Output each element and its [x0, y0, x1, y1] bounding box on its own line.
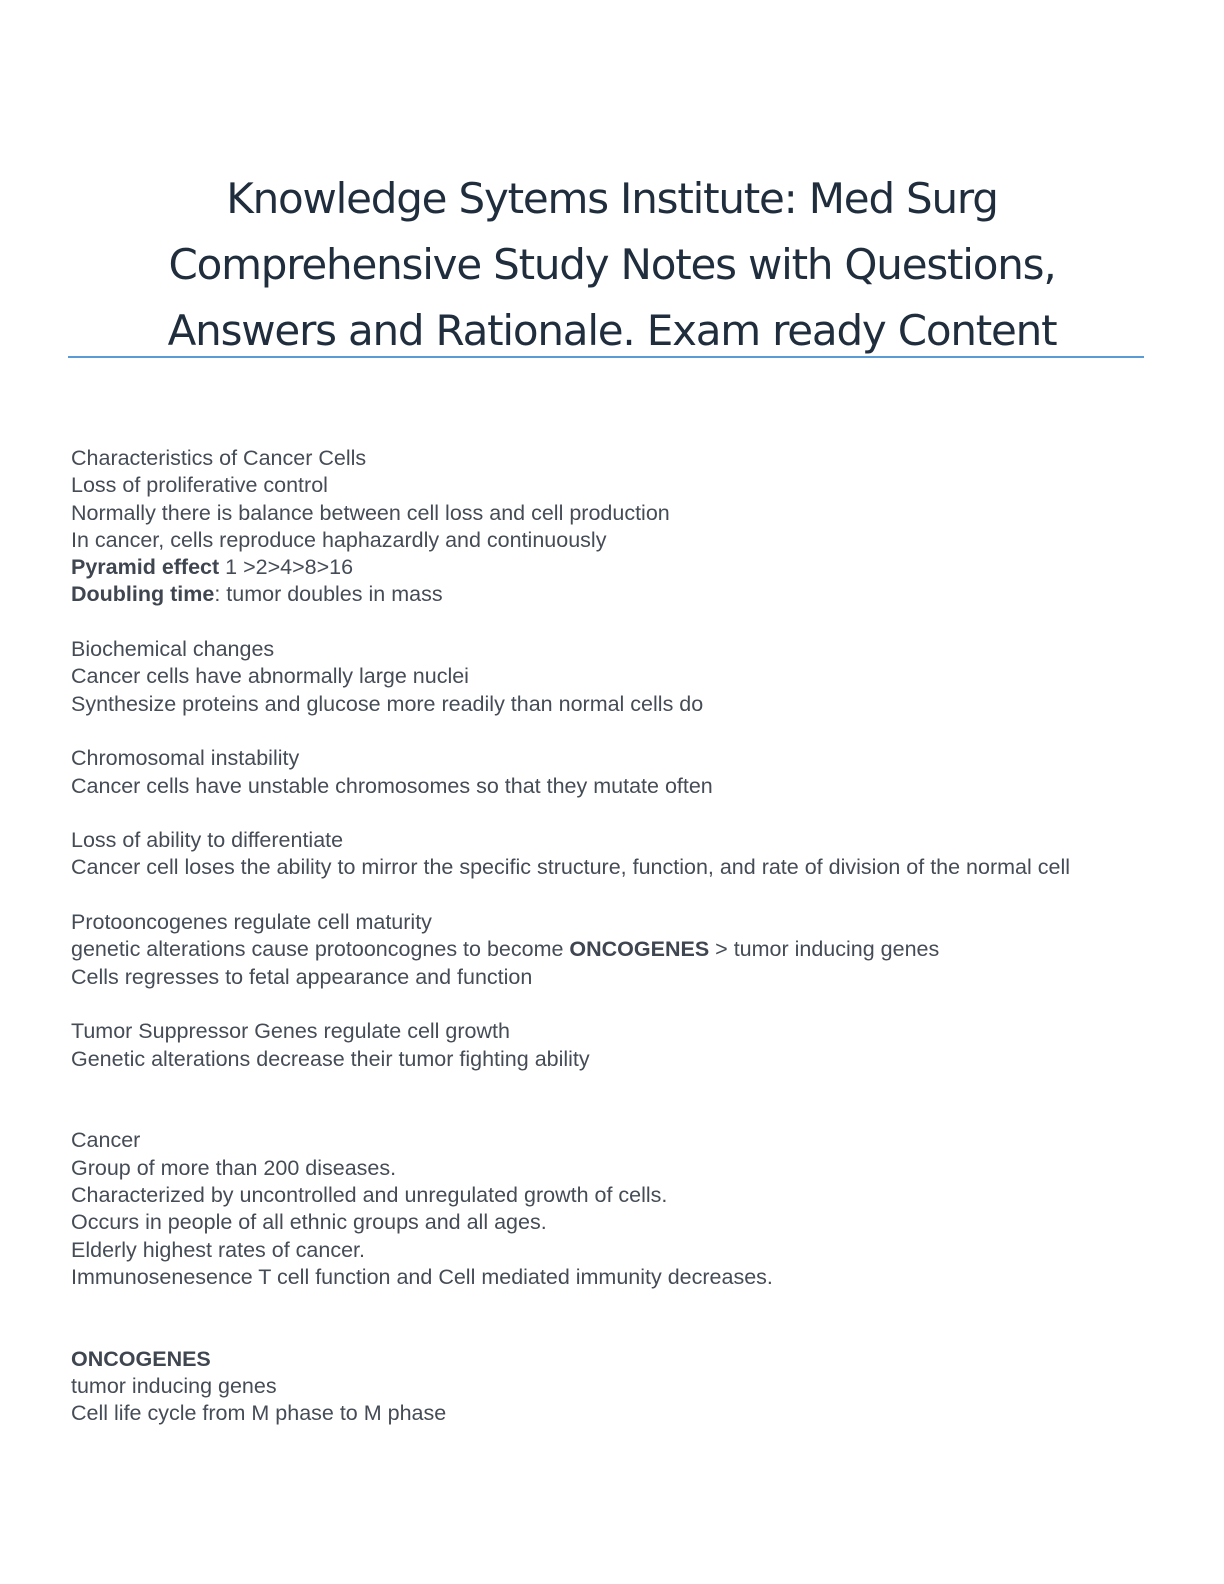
oncogenes-keyword: ONCOGENES — [569, 937, 710, 962]
section-biochemical — [71, 636, 1151, 718]
section-chromosomal — [71, 745, 1151, 800]
section-heading: Biochemical changes — [71, 637, 275, 662]
body-line: Group of more than 200 diseases. — [71, 1155, 397, 1180]
section-tumor-suppressor — [71, 1018, 1151, 1073]
pyramid-effect-text: 1 >2>4>8>16 — [219, 555, 354, 580]
spacer — [71, 1291, 1151, 1346]
document-body — [71, 445, 1151, 1428]
body-line: Immunosenesence T cell function and Cell mediated immunity decreases. — [71, 1264, 773, 1289]
body-line — [71, 554, 1151, 581]
body-line: Cells regresses to fetal appearance and function — [71, 964, 533, 989]
body-line: Cancer cells have abnormally large nuclei — [71, 664, 469, 689]
document-title — [60, 166, 1164, 364]
body-line — [71, 936, 1151, 963]
pyramid-effect-label: Pyramid effect — [71, 555, 220, 580]
protooncogenes-text-after: > tumor inducing genes — [709, 937, 940, 962]
body-line: Cell life cycle from M phase to M phase — [71, 1401, 447, 1426]
body-line: In cancer, cells reproduce haphazardly and continuously — [71, 527, 607, 552]
section-heading: Chromosomal instability — [71, 746, 300, 771]
section-oncogenes — [71, 1346, 1151, 1428]
section-heading: Characteristics of Cancer Cells — [71, 446, 367, 470]
body-line: Characterized by uncontrolled and unregulated growth of cells. — [71, 1183, 668, 1208]
section-heading: Tumor Suppressor Genes regulate cell growth — [71, 1019, 510, 1044]
spacer — [71, 718, 1151, 745]
body-line: Cancer cell loses the ability to mirror the specific structure, function, and rate of division of the normal cell — [71, 855, 1071, 880]
section-heading: Loss of ability to differentiate — [71, 828, 344, 853]
spacer — [71, 1073, 1151, 1128]
section-cancer — [71, 1127, 1151, 1291]
protooncogenes-text-before: genetic alterations cause protooncognes to become — [71, 937, 570, 962]
section-differentiate — [71, 827, 1151, 882]
spacer — [71, 991, 1151, 1018]
body-line: Cancer cells have unstable chromosomes so that they mutate often — [71, 773, 713, 798]
doubling-time-label: Doubling time — [71, 582, 215, 607]
body-line: Synthesize proteins and glucose more readily than normal cells do — [71, 691, 704, 716]
section-characteristics — [71, 445, 1151, 609]
section-protooncogenes — [71, 909, 1151, 991]
section-heading: Cancer — [71, 1128, 141, 1153]
body-line — [71, 581, 1151, 608]
doubling-time-text: : tumor doubles in mass — [214, 582, 443, 607]
title-line-1: Knowledge Sytems Institute: Med Surg — [226, 174, 998, 223]
body-line: tumor inducing genes — [71, 1374, 277, 1399]
body-line: Genetic alterations decrease their tumor fighting ability — [71, 1046, 590, 1071]
title-line-3: Answers and Rationale. Exam ready Content — [167, 306, 1057, 355]
body-line: Loss of proliferative control — [71, 473, 328, 498]
title-divider — [68, 356, 1144, 358]
title-line-2: Comprehensive Study Notes with Questions, — [168, 240, 1056, 289]
section-heading: ONCOGENES — [71, 1346, 211, 1371]
spacer — [71, 800, 1151, 827]
body-line: Elderly highest rates of cancer. — [71, 1237, 365, 1262]
body-line: Occurs in people of all ethnic groups and all ages. — [71, 1210, 547, 1235]
section-heading: Protooncogenes regulate cell maturity — [71, 910, 432, 935]
body-line: Normally there is balance between cell loss and cell production — [71, 500, 670, 525]
spacer — [71, 882, 1151, 909]
spacer — [71, 609, 1151, 636]
